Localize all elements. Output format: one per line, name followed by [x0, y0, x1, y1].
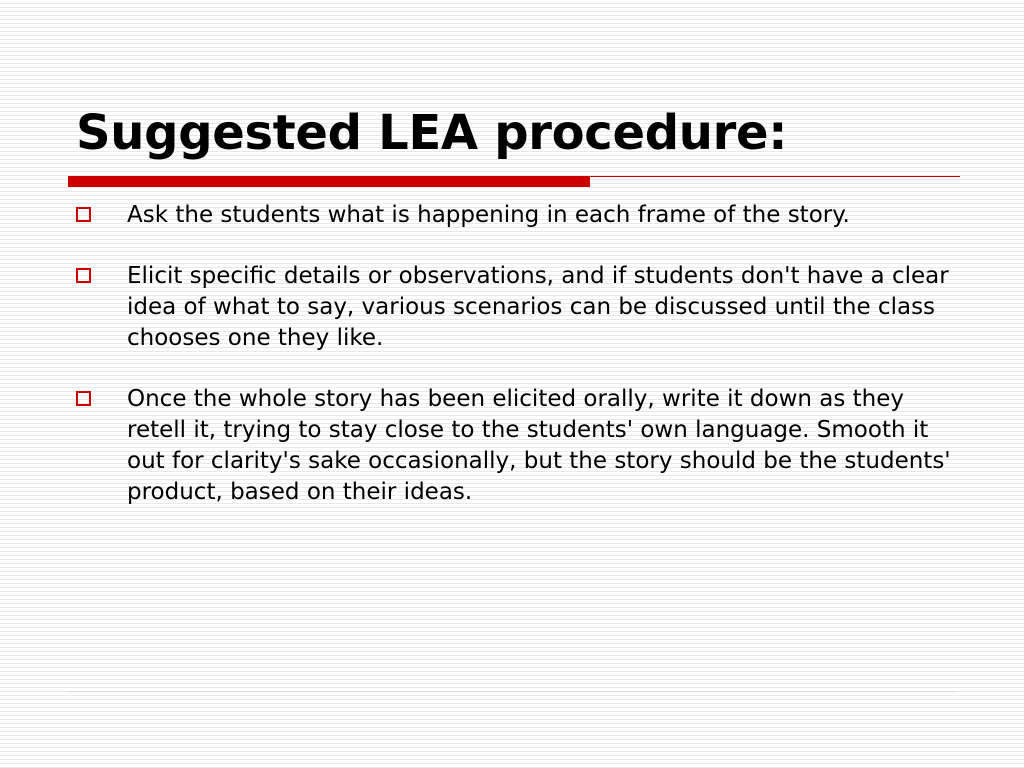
title-underline-thin [590, 176, 960, 177]
bullet-text: Ask the students what is happening in each frame of the story. [127, 202, 850, 228]
hollow-square-icon [76, 207, 91, 222]
bullet-text: Once the whole story has been elicited orally, write it down as they retell it, trying to stay close to the students' own language. Smooth it out for clarity's sake occasionally, but the story should be the students' product, based on their ideas. [127, 386, 951, 505]
bullet-text: Elicit specific details or observations, and if students don't have a clear idea of what to say, various scenarios can be discussed until the class chooses one they like. [127, 263, 949, 351]
title-underline-thick [68, 176, 590, 187]
bullet-item [76, 261, 956, 354]
bullet-item [76, 200, 956, 231]
bullet-list [76, 200, 956, 538]
hollow-square-icon [76, 391, 91, 406]
hollow-square-icon [76, 268, 91, 283]
slide-title: Suggested LEA procedure: [76, 105, 788, 161]
bullet-item [76, 384, 956, 508]
footer-divider [68, 691, 956, 692]
